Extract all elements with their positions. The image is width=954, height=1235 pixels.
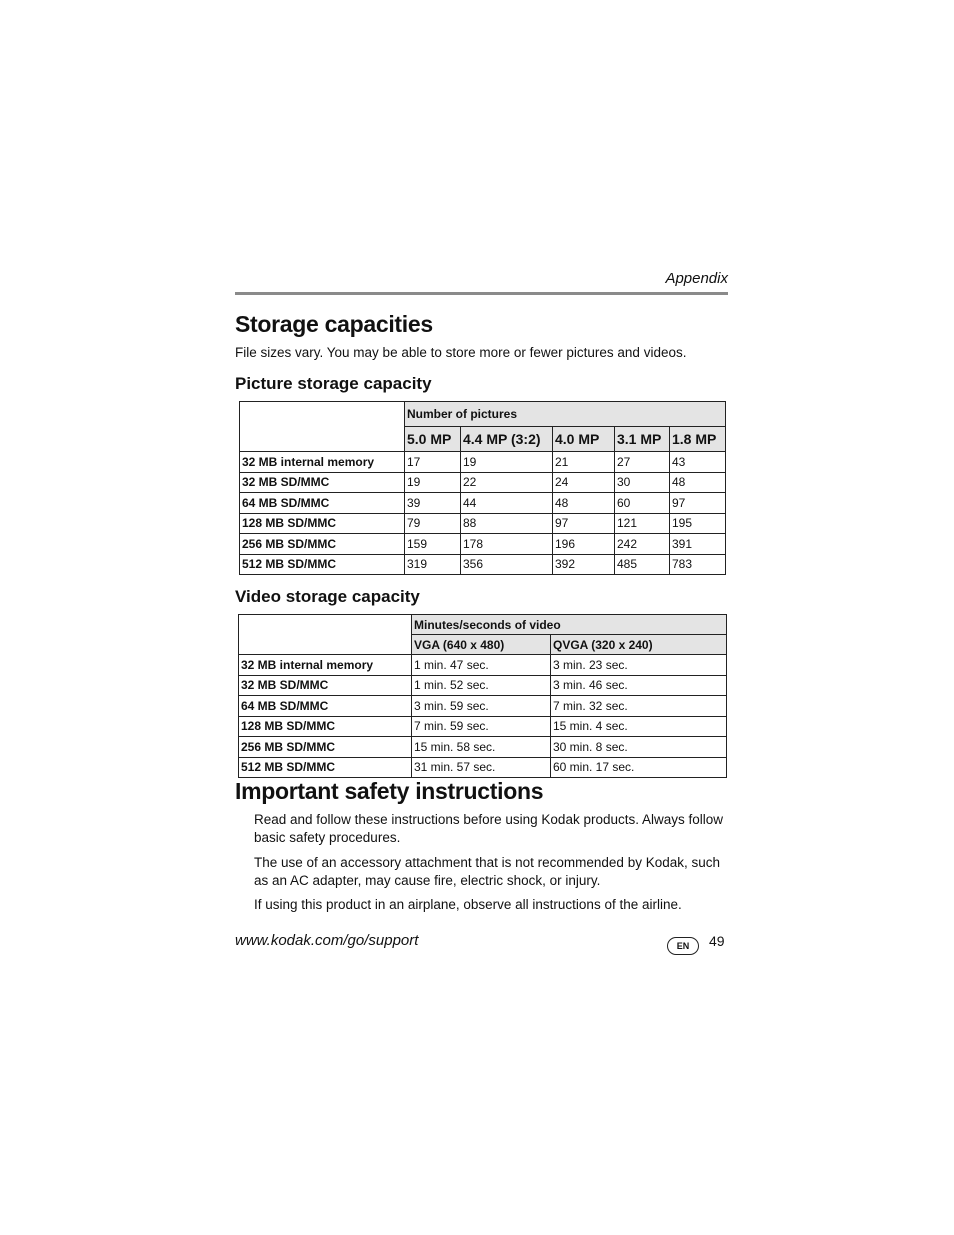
table-cell: 195 [670,513,726,534]
table-cell: 319 [405,554,461,575]
table-cell: 17 [405,452,461,473]
table-cell: 7 min. 32 sec. [551,696,727,717]
table-cell: 7 min. 59 sec. [412,716,551,737]
table-row [240,534,726,555]
table-cell: 3 min. 46 sec. [551,675,727,696]
table-cell: 39 [405,493,461,514]
row-label: 32 MB SD/MMC [240,472,405,493]
video-group-header: Minutes/seconds of video [412,615,727,635]
table-cell: 3 min. 59 sec. [412,696,551,717]
column-header: 3.1 MP [615,427,670,452]
table-row [240,472,726,493]
table-cell: 31 min. 57 sec. [412,757,551,778]
table-cell: 22 [461,472,553,493]
table-corner-cell [240,402,405,452]
table-row [239,655,727,676]
safety-paragraph: The use of an accessory attachment that is not recommended by Kodak, such as an AC adapter, may cause fire, electric shock, or injury. [254,855,721,888]
row-label: 512 MB SD/MMC [240,554,405,575]
column-header: 4.4 MP (3:2) [461,427,553,452]
table-cell: 392 [553,554,615,575]
column-header: QVGA (320 x 240) [551,635,727,655]
table-cell: 15 min. 58 sec. [412,737,551,758]
storage-intro: File sizes vary. You may be able to store more or fewer pictures and videos. [235,345,687,360]
table-row [240,513,726,534]
safety-paragraph: Read and follow these instructions before using Kodak products. Always follow basic safety procedures. [254,812,724,845]
table-cell: 21 [553,452,615,473]
page-number: 49 [709,933,725,949]
table-cell: 196 [553,534,615,555]
table-cell: 97 [670,493,726,514]
table-cell: 24 [553,472,615,493]
table-cell: 485 [615,554,670,575]
table-cell: 60 min. 17 sec. [551,757,727,778]
table-cell: 30 min. 8 sec. [551,737,727,758]
row-label: 32 MB internal memory [239,655,412,676]
row-label: 256 MB SD/MMC [240,534,405,555]
table-cell: 79 [405,513,461,534]
language-badge: EN [667,937,699,955]
table-cell: 19 [405,472,461,493]
table-cell: 783 [670,554,726,575]
video-section-title: Video storage capacity [235,587,420,606]
row-label: 64 MB SD/MMC [240,493,405,514]
safety-paragraph: If using this product in an airplane, observe all instructions of the airline. [254,897,682,912]
column-header: 4.0 MP [553,427,615,452]
picture-group-header: Number of pictures [405,402,726,427]
table-cell: 242 [615,534,670,555]
table-cell: 60 [615,493,670,514]
table-cell: 48 [553,493,615,514]
table-row [240,452,726,473]
table-cell: 44 [461,493,553,514]
table-cell: 88 [461,513,553,534]
row-label: 64 MB SD/MMC [239,696,412,717]
table-row [239,696,727,717]
table-row [240,554,726,575]
table-corner-cell [239,615,412,655]
column-header: 1.8 MP [670,427,726,452]
table-row [239,675,727,696]
picture-section-title: Picture storage capacity [235,374,432,393]
column-header: VGA (640 x 480) [412,635,551,655]
table-row [239,757,727,778]
table-cell: 3 min. 23 sec. [551,655,727,676]
table-cell: 43 [670,452,726,473]
table-cell: 356 [461,554,553,575]
header-rule [235,292,728,295]
column-header: 5.0 MP [405,427,461,452]
table-cell: 30 [615,472,670,493]
table-cell: 121 [615,513,670,534]
table-cell: 1 min. 52 sec. [412,675,551,696]
row-label: 32 MB internal memory [240,452,405,473]
table-row [240,493,726,514]
table-cell: 178 [461,534,553,555]
support-url-link[interactable]: www.kodak.com/go/support [235,932,419,949]
table-cell: 97 [553,513,615,534]
safety-title: Important safety instructions [235,778,544,804]
table-cell: 159 [405,534,461,555]
table-cell: 27 [615,452,670,473]
table-cell: 1 min. 47 sec. [412,655,551,676]
table-row [239,716,727,737]
picture-capacity-table [239,401,726,575]
row-label: 32 MB SD/MMC [239,675,412,696]
row-label: 256 MB SD/MMC [239,737,412,758]
row-label: 128 MB SD/MMC [239,716,412,737]
row-label: 512 MB SD/MMC [239,757,412,778]
video-capacity-table [238,614,727,778]
table-cell: 48 [670,472,726,493]
table-cell: 391 [670,534,726,555]
table-cell: 15 min. 4 sec. [551,716,727,737]
table-cell: 19 [461,452,553,473]
running-head: Appendix [665,270,728,287]
storage-title: Storage capacities [235,311,433,337]
table-row [239,737,727,758]
row-label: 128 MB SD/MMC [240,513,405,534]
